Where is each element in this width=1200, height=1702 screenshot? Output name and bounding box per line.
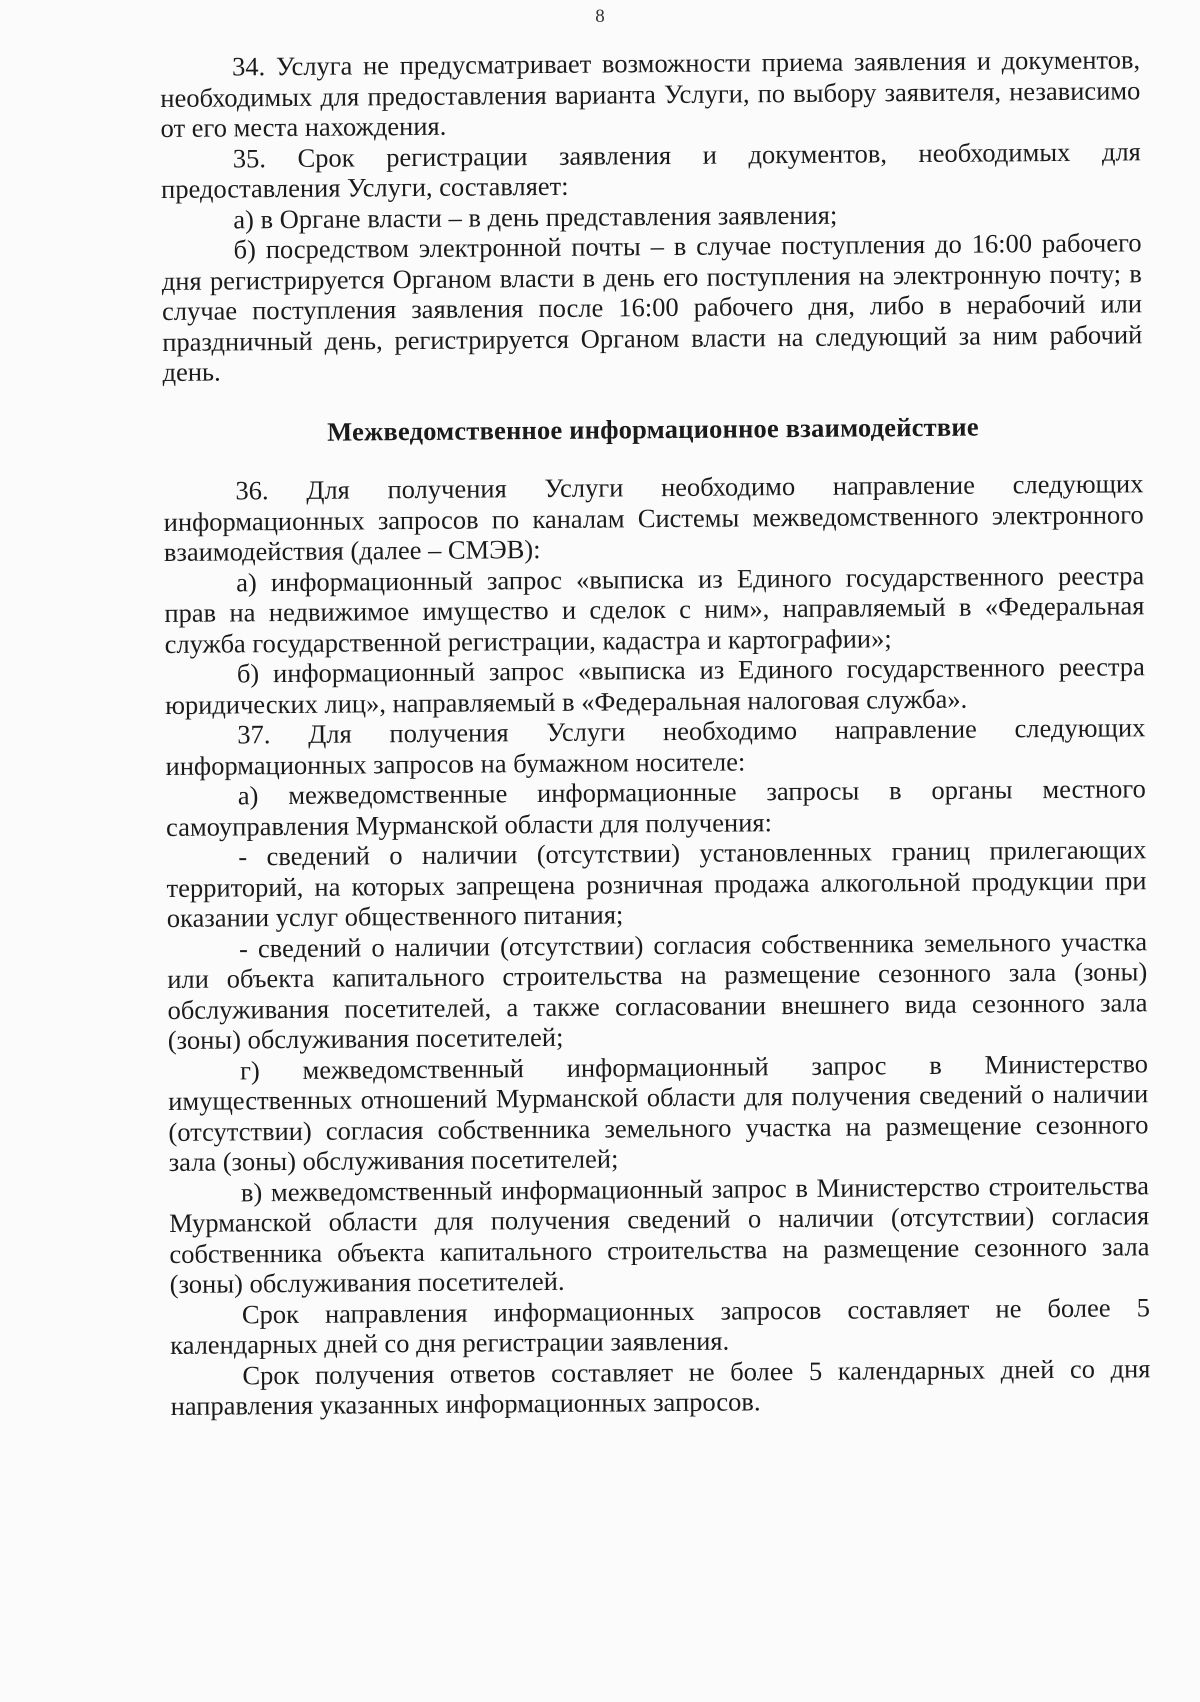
paragraph-36: 36. Для получения Услуги необходимо направление следующих информационных запросов по каналам Системы межведомственного электронного взаимодействия (далее – СМЭВ): [163, 468, 1144, 567]
paragraph-35-b: б) посредством электронной почты – в случае поступления до 16:00 рабочего дня регистрируется Органом власти в день его поступления на электронную почту; в случае поступления заявления после 16:00 рабочего дня, либо в нерабочий или праздничный день, регистрируется Органом власти на следующий за ним рабочий день. [161, 227, 1143, 387]
paragraph-request-deadline: Срок направления информационных запросов составляет не более 5 календарных дней со дня регистрации заявления. [170, 1291, 1151, 1360]
page-number: 8 [595, 6, 605, 27]
paragraph-37-v: в) межведомственный информационный запрос в Министерство строительства Мурманской области для получения сведений о наличии (отсутствии) согласия собственника объекта капитального строительства на размещение сезонного зала (зоны) обслуживания посетителей. [169, 1169, 1150, 1299]
paragraph-37-g: г) межведомственный информационный запрос в Министерство имущественных отношений Мурманской области для получения сведений о наличии (отсутствии) согласия собственника земельного участка на размещение сезонного зала (зоны) обслуживания посетителей; [168, 1047, 1149, 1177]
paragraph-34: 34. Услуга не предусматривает возможности приема заявления и документов, необходимых для предоставления варианта Услуги, по выбору заявителя, независимо от его места нахождения. [160, 44, 1141, 143]
paragraph-36-b: б) информационный запрос «выписка из Единого государственного реестра юридических лиц», направляемый в «Федеральная налоговая служба». [165, 651, 1145, 720]
paragraph-37-a-item-2: - сведений о наличии (отсутствии) согласия собственника земельного участка или объекта капитального строительства на размещение сезонного зала (зоны) обслуживания посетителей, а также согласовании внешнего вида сезонного зала (зоны) обслуживания посетителей; [167, 925, 1148, 1055]
paragraph-37: 37. Для получения Услуги необходимо направление следующих информационных запросов на бумажном носителе: [165, 712, 1146, 781]
paragraph-36-a: а) информационный запрос «выписка из Единого государственного реестра прав на недвижимое имущество и сделок с ним», направляемый в «Федеральная служба государственной регистрации, кадастра и картографии»; [164, 559, 1145, 659]
paragraph-37-a-item-1: - сведений о наличии (отсутствии) установленных границ прилегающих территорий, на которых запрещена розничная продажа алкогольной продукции при оказании услуг общественного питания; [166, 834, 1147, 933]
paragraph-35: 35. Срок регистрации заявления и документов, необходимых для предоставления Услуги, составляет: [160, 135, 1141, 204]
paragraph-35-a: а) в Органе власти – в день представления заявления; [233, 199, 838, 234]
paragraph-37-a: а) межведомственные информационные запросы в органы местного самоуправления Мурманской области для получения: [165, 773, 1146, 842]
document-body [160, 44, 1151, 1421]
paragraph-response-deadline: Срок получения ответов составляет не более 5 календарных дней со дня направления указанных информационных запросов. [170, 1352, 1151, 1421]
section-heading: Межведомственное информационное взаимодействие [327, 411, 979, 447]
